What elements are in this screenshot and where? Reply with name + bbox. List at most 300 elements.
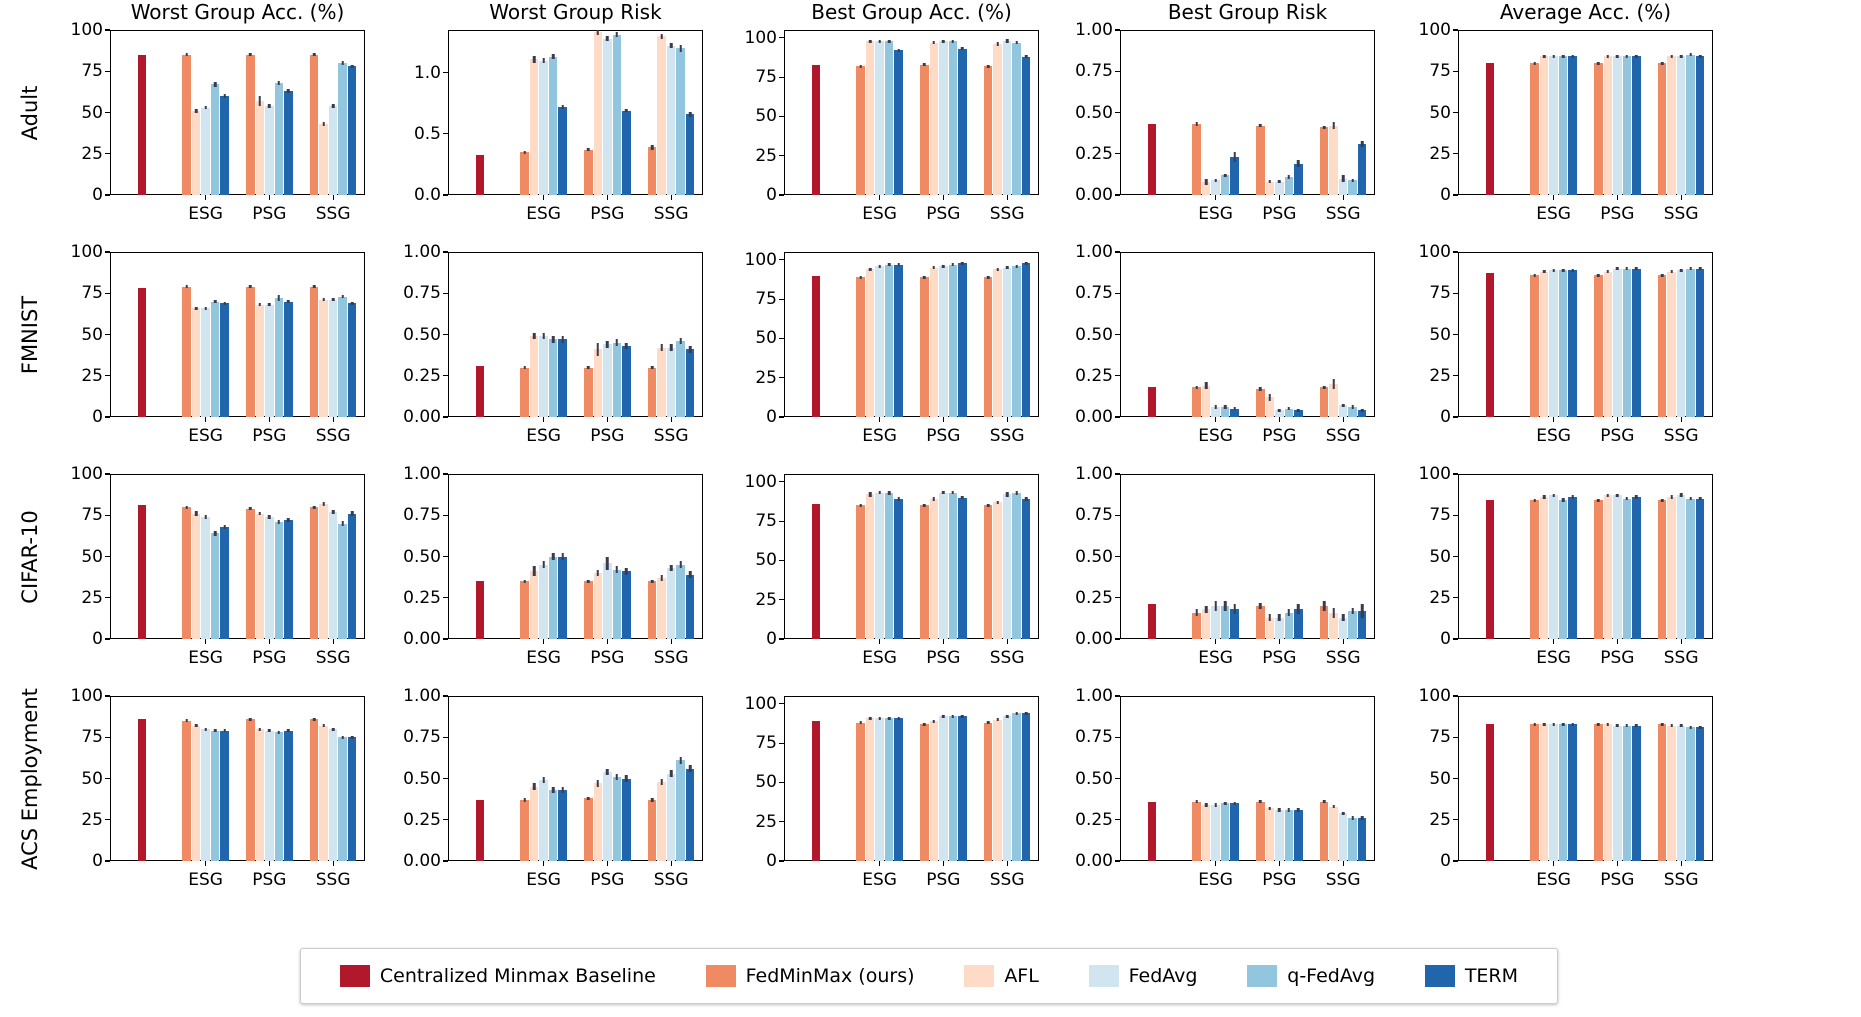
error-bar bbox=[625, 775, 628, 782]
error-bar bbox=[616, 774, 619, 781]
error-bar bbox=[1342, 614, 1345, 621]
y-tick-label: 0.00 bbox=[403, 851, 441, 871]
error-bar bbox=[616, 566, 619, 573]
bar-q-fedavg bbox=[1348, 611, 1357, 639]
bar-fedminmax-ours- bbox=[1594, 275, 1603, 417]
error-bar bbox=[1224, 174, 1227, 177]
bar-centralized-baseline bbox=[812, 721, 821, 861]
bar-centralized-baseline bbox=[812, 65, 821, 195]
bar-fedminmax-ours- bbox=[1320, 387, 1329, 417]
bar-fedminmax-ours- bbox=[1192, 802, 1201, 861]
error-bar bbox=[1297, 604, 1300, 614]
bar-afl bbox=[1604, 272, 1613, 417]
bar-term bbox=[958, 263, 967, 417]
error-bar bbox=[1233, 407, 1236, 410]
bar-term bbox=[1568, 270, 1577, 417]
x-tick-mark bbox=[671, 195, 672, 200]
bar-term bbox=[558, 790, 567, 861]
y-tick-label: 0.75 bbox=[403, 283, 441, 304]
bar-q-fedavg bbox=[1559, 500, 1568, 639]
bar-afl bbox=[319, 726, 328, 861]
bar-q-fedavg bbox=[1686, 269, 1695, 418]
error-bar bbox=[1533, 499, 1536, 502]
bar-q-fedavg bbox=[1348, 180, 1357, 195]
error-bar bbox=[1597, 274, 1600, 277]
bar-term bbox=[348, 303, 357, 417]
x-tick-mark bbox=[1007, 195, 1008, 200]
bar-afl bbox=[657, 782, 666, 861]
error-bar bbox=[660, 779, 663, 786]
bar-centralized-baseline bbox=[476, 155, 485, 195]
error-bar bbox=[587, 580, 590, 583]
error-bar bbox=[942, 715, 945, 718]
error-bar bbox=[1670, 495, 1673, 498]
error-bar bbox=[1288, 175, 1291, 178]
bar-term bbox=[558, 557, 567, 640]
plot-area bbox=[448, 696, 703, 861]
bar-afl bbox=[319, 124, 328, 195]
error-bar bbox=[1552, 494, 1555, 497]
error-bar bbox=[223, 525, 226, 529]
error-bar bbox=[888, 491, 891, 496]
error-bar bbox=[878, 265, 881, 268]
bar-term bbox=[1358, 144, 1367, 195]
x-tick-mark bbox=[1279, 195, 1280, 200]
bar-afl bbox=[1667, 497, 1676, 639]
error-bar bbox=[523, 366, 526, 369]
error-bar bbox=[278, 520, 281, 524]
subplot-r1-c2 bbox=[413, 0, 703, 224]
error-bar bbox=[204, 307, 207, 310]
error-bar bbox=[878, 717, 881, 720]
plot-area bbox=[110, 252, 365, 417]
error-bar bbox=[952, 263, 955, 266]
bar-fedminmax-ours- bbox=[1530, 724, 1539, 861]
bar-fedminmax-ours- bbox=[920, 505, 929, 639]
error-bar bbox=[1297, 808, 1300, 811]
plot-area bbox=[784, 696, 1039, 861]
error-bar bbox=[249, 53, 252, 56]
error-bar bbox=[933, 266, 936, 269]
plot-area bbox=[1120, 252, 1375, 417]
plot-area bbox=[110, 696, 365, 861]
y-tick-label: 0.75 bbox=[1075, 727, 1113, 748]
bar-term bbox=[1358, 818, 1367, 861]
bar-q-fedavg bbox=[549, 557, 558, 640]
bar-q-fedavg bbox=[1285, 613, 1294, 639]
bar-q-fedavg bbox=[1686, 55, 1695, 195]
error-bar bbox=[1288, 808, 1291, 811]
x-tick-label: ESG bbox=[526, 870, 561, 890]
error-bar bbox=[542, 561, 545, 568]
error-bar bbox=[1361, 816, 1364, 819]
error-bar bbox=[625, 343, 628, 350]
error-bar bbox=[942, 265, 945, 268]
error-bar bbox=[1351, 608, 1354, 615]
error-bar bbox=[670, 344, 673, 351]
y-tick-label: 50 bbox=[81, 546, 103, 567]
error-bar bbox=[185, 719, 188, 722]
error-bar bbox=[987, 65, 990, 68]
error-bar bbox=[1680, 55, 1683, 58]
x-tick-mark bbox=[543, 195, 544, 200]
x-tick-label: ESG bbox=[1198, 648, 1233, 668]
error-bar bbox=[1607, 270, 1610, 273]
error-bar bbox=[1680, 493, 1683, 497]
y-tick-label: 0.50 bbox=[1075, 546, 1113, 567]
x-tick-label: PSG bbox=[926, 426, 961, 446]
x-tick-mark bbox=[607, 639, 608, 644]
bar-fedavg bbox=[539, 336, 548, 417]
error-bar bbox=[1689, 267, 1692, 270]
error-bar bbox=[1552, 269, 1555, 272]
error-bar bbox=[689, 346, 692, 353]
error-bar bbox=[1699, 267, 1702, 270]
bar-afl bbox=[1604, 724, 1613, 861]
x-tick-label: ESG bbox=[862, 426, 897, 446]
error-bar bbox=[1571, 55, 1574, 58]
error-bar bbox=[996, 501, 999, 504]
error-bar bbox=[1661, 62, 1664, 65]
error-bar bbox=[322, 298, 325, 301]
bar-afl bbox=[530, 59, 539, 195]
bar-fedminmax-ours- bbox=[520, 368, 529, 418]
bar-afl bbox=[530, 571, 539, 639]
x-tick-label: PSG bbox=[590, 870, 625, 890]
x-tick-label: ESG bbox=[1536, 648, 1571, 668]
bar-afl bbox=[319, 504, 328, 639]
y-tick-label: 0 bbox=[92, 851, 103, 871]
x-tick-mark bbox=[1007, 639, 1008, 644]
x-tick-label: SSG bbox=[315, 648, 351, 668]
error-bar bbox=[287, 518, 290, 522]
y-tick-label: 100 bbox=[70, 20, 103, 40]
x-tick-label: SSG bbox=[315, 426, 351, 446]
bar-term bbox=[1696, 499, 1705, 639]
error-bar bbox=[533, 566, 536, 576]
y-tick-label: 0 bbox=[1440, 407, 1451, 427]
bar-afl bbox=[657, 578, 666, 639]
bar-centralized-baseline bbox=[138, 719, 147, 861]
bar-q-fedavg bbox=[1559, 270, 1568, 417]
error-bar bbox=[223, 729, 226, 732]
bar-fedavg bbox=[539, 61, 548, 195]
bar-fedavg bbox=[1211, 805, 1220, 861]
x-tick-mark bbox=[543, 861, 544, 866]
bar-fedminmax-ours- bbox=[984, 723, 993, 861]
y-tick-label: 50 bbox=[755, 106, 777, 127]
bar-afl bbox=[866, 494, 875, 639]
bar-q-fedavg bbox=[211, 302, 220, 418]
subplot-r2-c4 bbox=[1075, 242, 1375, 446]
bar-q-fedavg bbox=[1285, 177, 1294, 195]
plot-area bbox=[448, 30, 703, 195]
error-bar bbox=[1616, 724, 1619, 727]
bar-term bbox=[284, 731, 293, 861]
bar-fedminmax-ours- bbox=[1594, 724, 1603, 861]
bar-term bbox=[1568, 724, 1577, 861]
error-bar bbox=[1571, 269, 1574, 272]
plot-area bbox=[1120, 30, 1375, 195]
bar-fedavg bbox=[1549, 56, 1558, 195]
y-tick-label: 0.25 bbox=[1075, 365, 1113, 386]
y-tick-label: 50 bbox=[81, 768, 103, 789]
plot-area bbox=[784, 252, 1039, 417]
error-bar bbox=[313, 53, 316, 56]
error-bar bbox=[268, 104, 271, 108]
y-tick-label: 0.00 bbox=[403, 407, 441, 427]
bar-term bbox=[1632, 56, 1641, 195]
error-bar bbox=[1616, 55, 1619, 58]
bar-fedavg bbox=[539, 565, 548, 639]
bar-afl bbox=[1202, 386, 1211, 417]
bar-centralized-baseline bbox=[1486, 724, 1495, 861]
x-tick-label: SSG bbox=[315, 204, 351, 224]
error-bar bbox=[987, 721, 990, 724]
legend-swatch-icon bbox=[706, 965, 736, 987]
bar-fedminmax-ours- bbox=[1256, 389, 1265, 417]
bar-fedminmax-ours- bbox=[984, 66, 993, 195]
bar-fedavg bbox=[1549, 495, 1558, 639]
error-bar bbox=[322, 122, 325, 125]
x-tick-mark bbox=[205, 861, 206, 866]
bar-fedavg bbox=[939, 716, 948, 861]
error-bar bbox=[1571, 723, 1574, 726]
error-bar bbox=[1233, 604, 1236, 614]
bar-q-fedavg bbox=[338, 737, 347, 861]
x-tick-label: SSG bbox=[315, 870, 351, 890]
error-bar bbox=[1025, 262, 1028, 265]
error-bar bbox=[587, 797, 590, 800]
y-tick-label: 0 bbox=[92, 185, 103, 205]
error-bar bbox=[1562, 269, 1565, 272]
error-bar bbox=[332, 298, 335, 301]
bar-fedavg bbox=[603, 772, 612, 861]
x-tick-mark bbox=[1553, 195, 1554, 200]
bar-centralized-baseline bbox=[138, 288, 147, 417]
error-bar bbox=[1607, 55, 1610, 58]
bar-fedminmax-ours- bbox=[1658, 500, 1667, 639]
bar-fedminmax-ours- bbox=[1256, 606, 1265, 639]
error-bar bbox=[1680, 269, 1683, 272]
error-bar bbox=[561, 787, 564, 794]
bar-term bbox=[348, 514, 357, 639]
y-tick-label: 25 bbox=[1429, 587, 1451, 608]
x-tick-mark bbox=[1215, 861, 1216, 866]
y-tick-label: 50 bbox=[755, 772, 777, 793]
x-tick-label: ESG bbox=[1198, 204, 1233, 224]
plot-area bbox=[1458, 696, 1713, 861]
x-tick-mark bbox=[1681, 195, 1682, 200]
bar-fedminmax-ours- bbox=[310, 55, 319, 195]
x-tick-mark bbox=[1617, 639, 1618, 644]
bar-fedminmax-ours- bbox=[984, 505, 993, 639]
legend-swatch-icon bbox=[1247, 965, 1277, 987]
plot-area bbox=[784, 30, 1039, 195]
y-tick-label: 0.00 bbox=[403, 629, 441, 649]
x-tick-label: SSG bbox=[989, 648, 1025, 668]
y-tick-label: 0 bbox=[1440, 851, 1451, 871]
legend-label: FedMinMax (ours) bbox=[745, 965, 915, 987]
plot-area bbox=[1120, 696, 1375, 861]
y-tick-label: 1.00 bbox=[1075, 242, 1113, 262]
bar-fedavg bbox=[1613, 726, 1622, 861]
error-bar bbox=[1351, 179, 1354, 182]
error-bar bbox=[533, 56, 536, 63]
error-bar bbox=[1259, 387, 1262, 390]
bar-centralized-baseline bbox=[1148, 387, 1157, 417]
error-bar bbox=[1278, 808, 1281, 811]
error-bar bbox=[1635, 55, 1638, 58]
bar-term bbox=[1696, 56, 1705, 195]
subplot-r3-c5 bbox=[1418, 464, 1713, 668]
error-bar bbox=[1214, 601, 1217, 611]
error-bar bbox=[897, 497, 900, 501]
bar-term bbox=[1022, 263, 1031, 417]
error-bar bbox=[1224, 405, 1227, 408]
x-tick-mark bbox=[1007, 417, 1008, 422]
error-bar bbox=[1006, 266, 1009, 269]
bar-centralized-baseline bbox=[1148, 124, 1157, 195]
bar-afl bbox=[657, 36, 666, 195]
error-bar bbox=[897, 717, 900, 720]
bar-fedminmax-ours- bbox=[246, 287, 255, 417]
bar-term bbox=[1632, 497, 1641, 639]
error-bar bbox=[679, 338, 682, 345]
y-tick-label: 75 bbox=[81, 727, 103, 748]
bar-fedminmax-ours- bbox=[1320, 802, 1329, 861]
y-tick-label: 1.00 bbox=[403, 464, 441, 484]
error-bar bbox=[670, 565, 673, 572]
column-title: Best Group Acc. (%) bbox=[811, 0, 1012, 24]
bar-term bbox=[894, 50, 903, 195]
error-bar bbox=[1015, 41, 1018, 44]
x-tick-label: PSG bbox=[926, 204, 961, 224]
bar-afl bbox=[594, 349, 603, 417]
error-bar bbox=[1205, 803, 1208, 806]
bar-fedminmax-ours- bbox=[920, 277, 929, 417]
bar-q-fedavg bbox=[1686, 499, 1695, 639]
error-bar bbox=[996, 268, 999, 271]
bar-term bbox=[1294, 810, 1303, 861]
error-bar bbox=[313, 718, 316, 721]
bar-q-fedavg bbox=[1348, 818, 1357, 861]
error-bar bbox=[606, 557, 609, 570]
error-bar bbox=[259, 512, 262, 515]
x-tick-label: ESG bbox=[188, 648, 223, 668]
bar-afl bbox=[866, 269, 875, 417]
subplot-r1-c3 bbox=[744, 0, 1039, 224]
bar-term bbox=[220, 527, 229, 639]
bar-fedavg bbox=[939, 41, 948, 195]
x-tick-mark bbox=[943, 195, 944, 200]
error-bar bbox=[1562, 55, 1565, 58]
y-tick-label: 100 bbox=[744, 249, 777, 270]
y-tick-label: 50 bbox=[1429, 546, 1451, 567]
legend-item-term bbox=[1425, 965, 1518, 987]
plot-area bbox=[1458, 30, 1713, 195]
y-tick-label: 75 bbox=[81, 61, 103, 82]
subplot-r3-c1 bbox=[70, 464, 365, 668]
bar-q-fedavg bbox=[1012, 493, 1021, 639]
subplot-r4-c4 bbox=[1075, 686, 1375, 890]
error-bar bbox=[195, 724, 198, 727]
y-tick-label: 0.50 bbox=[403, 546, 441, 567]
error-bar bbox=[1597, 499, 1600, 502]
x-tick-label: ESG bbox=[1536, 426, 1571, 446]
error-bar bbox=[597, 780, 600, 787]
bar-fedavg bbox=[1677, 726, 1686, 861]
x-tick-label: PSG bbox=[1262, 648, 1297, 668]
bar-afl bbox=[256, 101, 265, 195]
error-bar bbox=[1543, 495, 1546, 498]
bar-q-fedavg bbox=[949, 716, 958, 861]
error-bar bbox=[341, 736, 344, 739]
legend-label: AFL bbox=[1004, 965, 1039, 987]
error-bar bbox=[859, 504, 862, 507]
error-bar bbox=[1259, 800, 1262, 803]
bar-afl bbox=[1540, 56, 1549, 195]
bar-fedavg bbox=[667, 774, 676, 861]
bar-fedminmax-ours- bbox=[182, 507, 191, 639]
x-tick-label: ESG bbox=[862, 870, 897, 890]
bar-term bbox=[1230, 803, 1239, 861]
error-bar bbox=[660, 34, 663, 39]
error-bar bbox=[1562, 723, 1565, 726]
bar-term bbox=[558, 339, 567, 417]
legend-label: FedAvg bbox=[1128, 965, 1198, 987]
error-bar bbox=[185, 53, 188, 56]
error-bar bbox=[1332, 379, 1335, 389]
error-bar bbox=[597, 30, 600, 35]
bar-centralized-baseline bbox=[1486, 273, 1495, 417]
x-tick-mark bbox=[879, 639, 880, 644]
bar-q-fedavg bbox=[1012, 43, 1021, 195]
error-bar bbox=[923, 276, 926, 279]
error-bar bbox=[552, 553, 555, 560]
bar-afl bbox=[993, 720, 1002, 861]
error-bar bbox=[1323, 126, 1326, 129]
error-bar bbox=[341, 61, 344, 65]
error-bar bbox=[1661, 274, 1664, 277]
error-bar bbox=[542, 333, 545, 340]
bar-term bbox=[1022, 713, 1031, 861]
error-bar bbox=[249, 718, 252, 721]
error-bar bbox=[1015, 265, 1018, 268]
bar-afl bbox=[530, 336, 539, 417]
error-bar bbox=[195, 511, 198, 516]
bar-fedminmax-ours- bbox=[1530, 63, 1539, 195]
bar-term bbox=[284, 302, 293, 418]
bar-afl bbox=[657, 348, 666, 417]
bar-term bbox=[894, 265, 903, 417]
bar-centralized-baseline bbox=[1148, 802, 1157, 861]
error-bar bbox=[1269, 180, 1272, 183]
x-tick-label: ESG bbox=[862, 204, 897, 224]
bar-fedavg bbox=[201, 108, 210, 195]
error-bar bbox=[923, 504, 926, 507]
bar-fedavg bbox=[603, 344, 612, 417]
bar-afl bbox=[1604, 495, 1613, 639]
error-bar bbox=[523, 580, 526, 583]
bar-term bbox=[622, 346, 631, 417]
error-bar bbox=[1297, 409, 1300, 412]
error-bar bbox=[1015, 712, 1018, 715]
error-bar bbox=[689, 112, 692, 117]
bar-fedminmax-ours- bbox=[1530, 275, 1539, 417]
x-tick-mark bbox=[333, 861, 334, 866]
legend-item-fedminmax-ours- bbox=[706, 965, 915, 987]
